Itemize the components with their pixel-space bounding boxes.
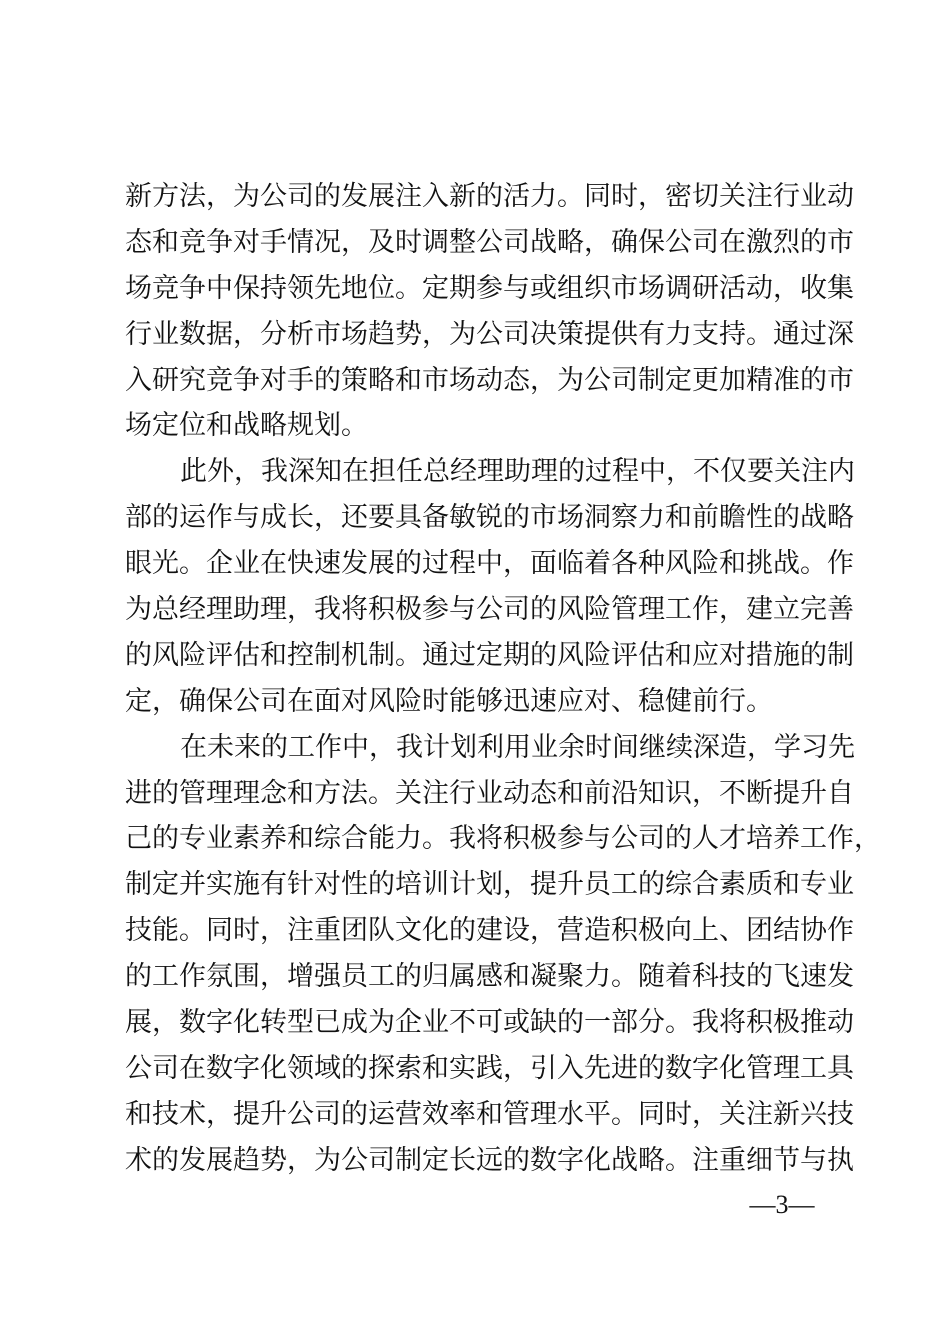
text-line: 公司在数字化领域的探索和实践，引入先进的数字化管理工具	[125, 1052, 854, 1084]
text-line: 态和竞争对手情况，及时调整公司战略，确保公司在激烈的市	[125, 226, 854, 258]
text-line: 的工作氛围，增强员工的归属感和凝聚力。随着科技的飞速发	[125, 961, 854, 993]
text-line: 制定并实施有针对性的培训计划，提升员工的综合素质和专业	[125, 869, 854, 901]
text-line: 在未来的工作中，我计划利用业余时间继续深造，学习先	[180, 731, 855, 763]
text-line: 场竞争中保持领先地位。定期参与或组织市场调研活动，收集	[125, 272, 854, 304]
text-line: 展，数字化转型已成为企业不可或缺的一部分。我将积极推动	[125, 1007, 854, 1039]
paragraph	[125, 449, 855, 724]
page-number: —3—	[749, 1190, 815, 1219]
text-line: 眼光。企业在快速发展的过程中，面临着各种风险和挑战。作	[125, 548, 854, 580]
paragraph	[125, 725, 881, 1184]
text-line: 和技术，提升公司的运营效率和管理水平。同时，关注新兴技	[125, 1098, 854, 1130]
text-line: 行业数据，分析市场趋势，为公司决策提供有力支持。通过深	[125, 318, 854, 350]
text-line: 定，确保公司在面对风险时能够迅速应对、稳健前行。	[125, 685, 773, 717]
document-body	[125, 174, 881, 1184]
text-line: 新方法，为公司的发展注入新的活力。同时，密切关注行业动	[125, 181, 854, 212]
text-line: 入研究竞争对手的策略和市场动态，为公司制定更加精准的市	[125, 364, 854, 396]
text-line: 为总经理助理，我将积极参与公司的风险管理工作，建立完善	[125, 594, 854, 626]
text-line: 技能。同时，注重团队文化的建设，营造积极向上、团结协作	[125, 915, 854, 947]
text-line: 场定位和战略规划。	[125, 410, 368, 442]
text-line: 己的专业素养和综合能力。我将积极参与公司的人才培养工作，	[125, 823, 881, 855]
text-line: 进的管理理念和方法。关注行业动态和前沿知识，不断提升自	[125, 777, 854, 809]
paragraph	[125, 174, 854, 449]
text-line: 的风险评估和控制机制。通过定期的风险评估和应对措施的制	[125, 639, 854, 671]
text-line: 此外，我深知在担任总经理助理的过程中，不仅要关注内	[180, 456, 855, 488]
text-line: 部的运作与成长，还要具备敏锐的市场洞察力和前瞻性的战略	[125, 502, 854, 534]
text-line: 术的发展趋势，为公司制定长远的数字化战略。注重细节与执	[125, 1144, 854, 1176]
